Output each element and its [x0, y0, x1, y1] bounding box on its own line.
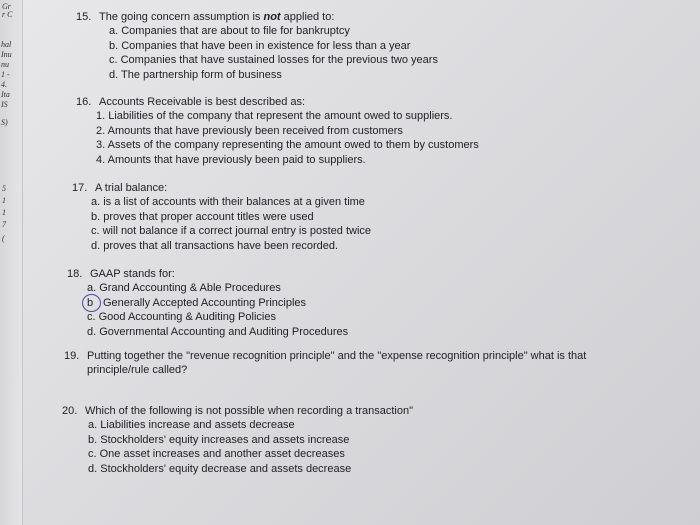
option[interactable]: 1. Liabilities of the company that represent the amount owed to suppliers. [96, 110, 453, 122]
margin-fragment: ( [2, 234, 5, 243]
option-text: Generally Accepted Accounting Principles [103, 296, 307, 309]
option[interactable]: d. proves that all transactions have been recorded. [91, 239, 339, 252]
option[interactable]: b. Stockholders' equity increases and assets increase [88, 433, 350, 446]
question-text: Putting together the "revenue recognition principle" and the "expense recognition principle" what is that principle/rule called? [87, 350, 587, 376]
question-number: 15. [76, 11, 92, 23]
option-circled[interactable] [87, 297, 348, 312]
margin-fragment: S) [1, 118, 8, 127]
option[interactable]: c. Companies that have sustained losses for the previous two years [109, 54, 438, 66]
option[interactable]: a. Liabilities increase and assets decrease [88, 419, 295, 431]
margin-fragment: 7 [2, 220, 6, 229]
options-list [88, 419, 351, 477]
question-number: 17. [72, 182, 88, 194]
option[interactable]: b. proves that proper account titles were used [91, 210, 314, 223]
margin-fragment: 1 [2, 208, 6, 217]
question-number: 16. [76, 96, 92, 108]
margin-fragment: Inu [1, 50, 12, 59]
options-list [109, 25, 438, 83]
question-text: GAAP stands for: [90, 268, 175, 280]
question-number: 19. [64, 350, 80, 362]
option[interactable]: a. Grand Accounting & Able Procedures [87, 282, 281, 294]
option[interactable]: b. Companies that have been in existence for less than a year [109, 39, 411, 52]
question-number: 20. [62, 405, 78, 417]
option[interactable]: d. The partnership form of business [109, 68, 282, 81]
question-text: Accounts Receivable is best described as: [99, 96, 306, 108]
margin-fragment: 1 [2, 196, 6, 205]
option[interactable]: c. Good Accounting & Auditing Policies [87, 311, 276, 323]
margin-fragment: nu [1, 60, 9, 69]
margin-fragment: hal [1, 40, 12, 49]
question-number: 18. [67, 268, 83, 280]
question-text: The going concern assumption is not applied to: [99, 11, 335, 23]
margin-fragment: r C [2, 10, 13, 19]
option[interactable]: d. Governmental Accounting and Auditing Procedures [87, 325, 349, 338]
margin-fragment: 4. [1, 80, 7, 89]
margin-fragment: Gr [2, 2, 11, 11]
question-text: Which of the following is not possible when recording a transaction" [85, 405, 413, 417]
options-list [91, 196, 371, 254]
option[interactable]: 2. Amounts that have previously been received from customers [96, 124, 403, 137]
margin-fragment: 5 [2, 184, 6, 193]
option[interactable]: 4. Amounts that have previously been paid to suppliers. [96, 153, 366, 166]
option[interactable]: d. Stockholders' equity decrease and assets decrease [88, 462, 352, 475]
margin-fragment: 1 - [1, 70, 10, 79]
option[interactable]: 3. Assets of the company representing the amount owed to them by customers [96, 139, 479, 151]
options-list [87, 282, 348, 340]
options-list [96, 110, 479, 168]
margin-fragment: IS [1, 100, 8, 109]
margin-fragment: Ita [1, 90, 10, 99]
circled-letter: b [87, 296, 94, 309]
option[interactable]: a. Companies that are about to file for bankruptcy [109, 25, 350, 37]
margin-strip [0, 0, 23, 525]
option[interactable]: a. is a list of accounts with their balances at a given time [91, 196, 365, 208]
option[interactable]: c. will not balance if a correct journal entry is posted twice [91, 225, 372, 237]
question-text: A trial balance: [95, 182, 168, 194]
option[interactable]: c. One asset increases and another asset decreases [88, 448, 345, 460]
